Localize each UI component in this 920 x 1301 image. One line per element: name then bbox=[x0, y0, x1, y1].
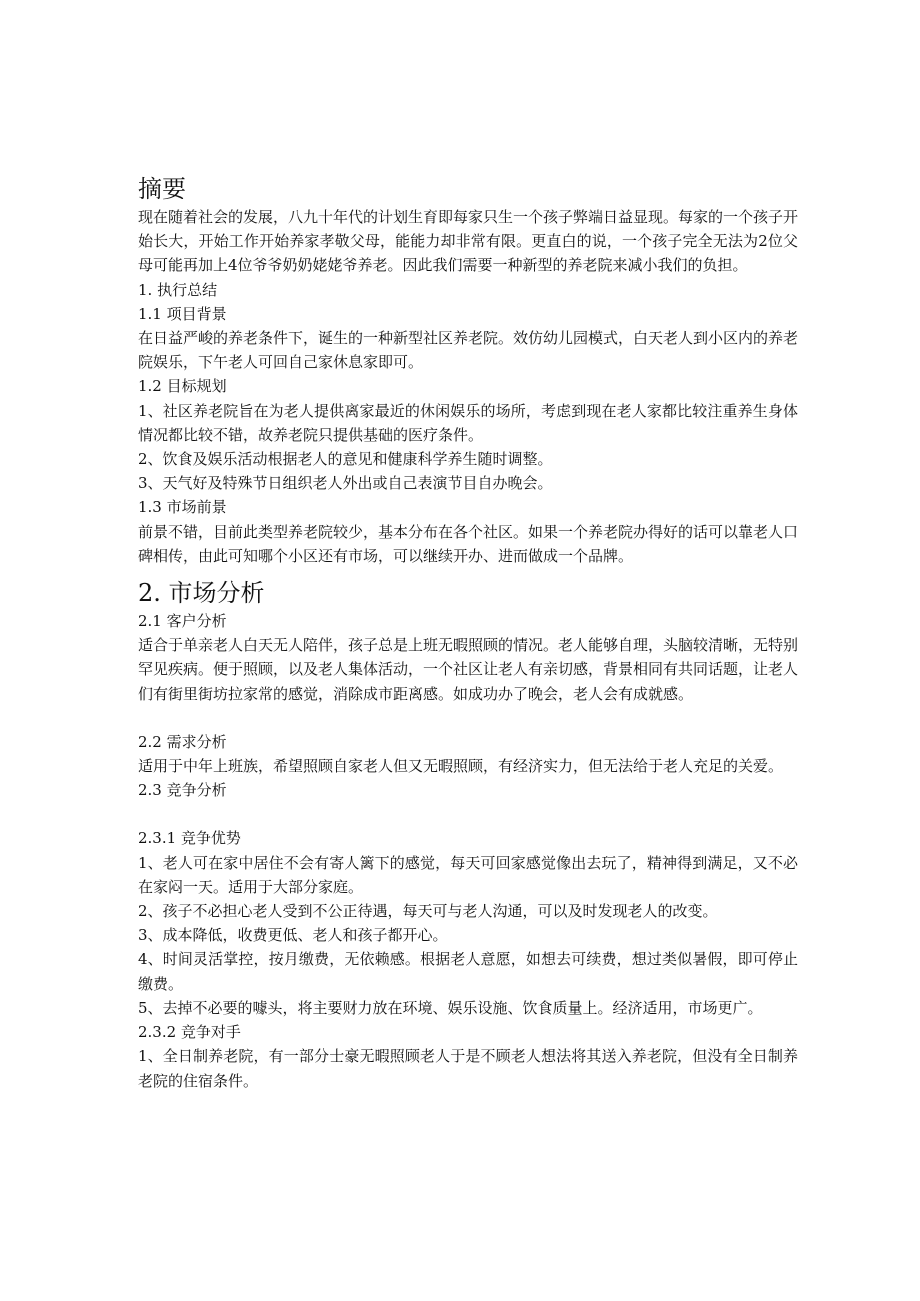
section-2-3-2-title: 2.3.2 竞争对手 bbox=[138, 1023, 241, 1042]
section-1-3-body: 前景不错，目前此类型养老院较少，基本分布在各个社区。如果一个养老院办得好的话可以靠老人口碑相传，由此可知哪个小区还有市场，可以继续开办、进而做成一个品牌。 bbox=[138, 522, 799, 565]
section-2-1-title: 2.1 客户分析 bbox=[138, 612, 227, 631]
list-item: 3、天气好及特殊节日组织老人外出或自己表演节目自办晚会。 bbox=[138, 474, 553, 493]
section-2-3-1-title: 2.3.1 竞争优势 bbox=[138, 829, 241, 848]
list-item: 5、去掉不必要的噱头，将主要财力放在环境、娱乐设施、饮食质量上。经济适用，市场更广。 bbox=[138, 998, 763, 1017]
list-item: 1、社区养老院旨在为老人提供离家最近的休闲娱乐的场所，考虑到现在老人家都比较注重养生身体情况都比较不错，故养老院只提供基础的医疗条件。 bbox=[138, 401, 798, 444]
abstract-body: 现在随着社会的发展，八九十年代的计划生育即每家只生一个孩子弊端日益显现。每家的一个孩子开始长大，开始工作开始养家孝敬父母，能能力却非常有限。更直白的说，一个孩子完全无法为2位父母可能再加上4位爷爷奶奶姥姥爷养老。因此我们需要一种新型的养老院来减小我们的负担。 bbox=[138, 208, 799, 275]
list-item: 1、全日制养老院，有一部分士豪无暇照顾老人于是不顾老人想法将其送入养老院，但没有全日制养老院的住宿条件。 bbox=[138, 1047, 798, 1090]
section-1-2-title: 1.2 目标规划 bbox=[138, 377, 227, 396]
section-2-3-title: 2.3 竞争分析 bbox=[138, 781, 227, 800]
list-item: 2、孩子不必担心老人受到不公正待遇，每天可与老人沟通，可以及时发现老人的改变。 bbox=[138, 902, 718, 921]
list-item: 3、成本降低，收费更低、老人和孩子都开心。 bbox=[138, 926, 448, 945]
list-item: 1、老人可在家中居住不会有寄人篱下的感觉，每天可回家感觉像出去玩了，精神得到满足，又不必在家闷一天。适用于大部分家庭。 bbox=[138, 853, 798, 896]
section-1-1-body: 在日益严峻的养老条件下，诞生的一种新型社区养老院。效仿幼儿园模式，白天老人到小区内的养老院娱乐，下午老人可回自己家休息家即可。 bbox=[138, 329, 799, 372]
section-1-3-title: 1.3 市场前景 bbox=[138, 498, 227, 517]
section-2-1-body: 适合于单亲老人白天无人陪伴，孩子总是上班无暇照顾的情况。老人能够自理，头脑较清晰，无特别罕见疾病。便于照顾，以及老人集体活动，一个社区让老人有亲切感，背景相同有共同话题，让老人们有街里街坊拉家常的感觉，消除成市距离感。如成功办了晚会，老人会有成就感。 bbox=[138, 636, 799, 703]
section-1-title: 1. 执行总结 bbox=[138, 280, 218, 299]
section-1-1-title: 1.1 项目背景 bbox=[138, 304, 227, 323]
abstract-title: 摘要 bbox=[138, 175, 186, 203]
section-2-title: 2. 市场分析 bbox=[138, 579, 265, 608]
section-2-2-body: 适用于中年上班族，希望照顾自家老人但又无暇照顾，有经济实力，但无法给于老人充足的关爱。 bbox=[138, 757, 784, 776]
document-page bbox=[138, 173, 798, 1093]
section-2-2-title: 2.2 需求分析 bbox=[138, 732, 227, 751]
list-item: 2、饮食及娱乐活动根据老人的意见和健康科学养生随时调整。 bbox=[138, 450, 553, 469]
list-item: 4、时间灵活掌控，按月缴费，无依赖感。根据老人意愿，如想去可续费，想过类似暑假，即可停止缴费。 bbox=[138, 950, 798, 993]
